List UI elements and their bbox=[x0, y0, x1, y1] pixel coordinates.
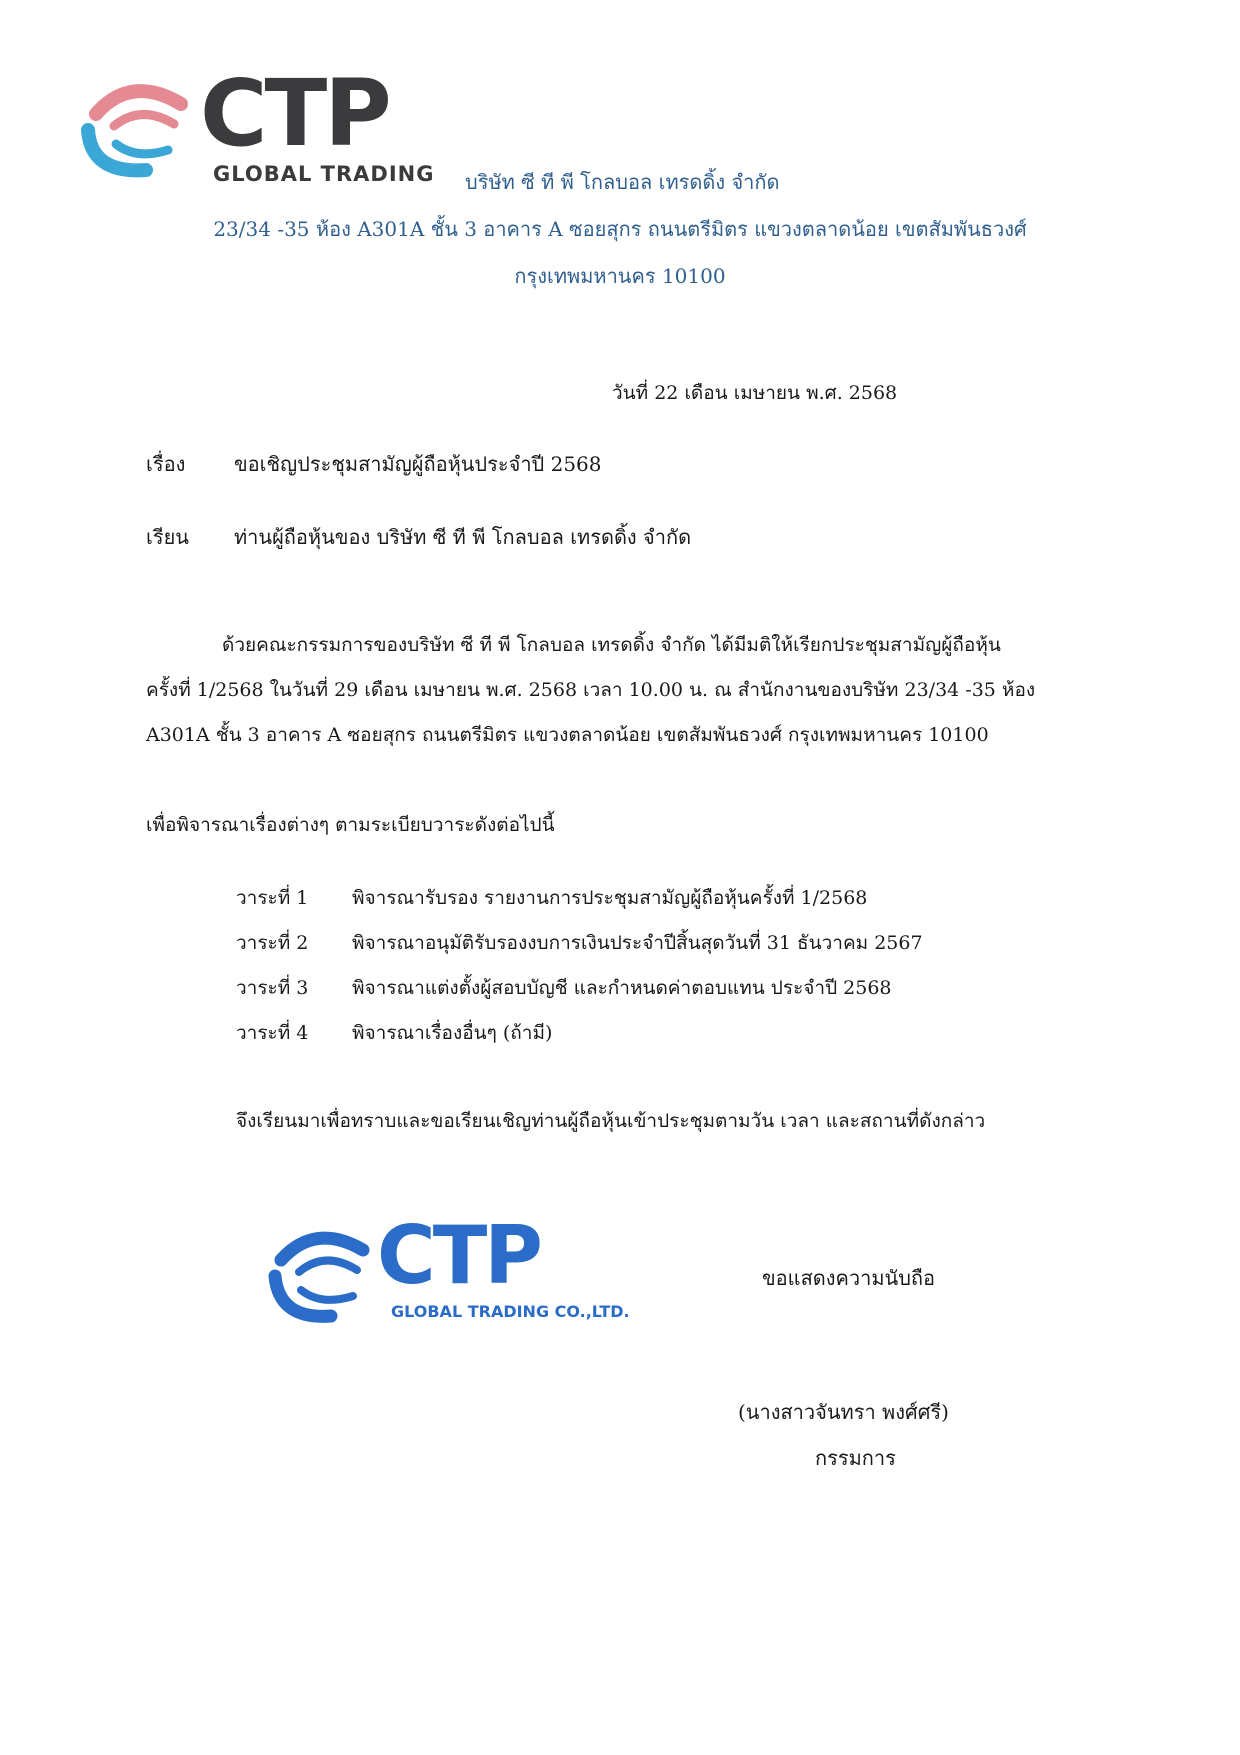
recipient-label: เรียน bbox=[146, 525, 189, 549]
logo-swirl-icon bbox=[76, 74, 196, 186]
agenda-item-text: พิจารณาแต่งตั้งผู้สอบบัญชี และกำหนดค่าตอบแทน ประจำปี 2568 bbox=[352, 977, 892, 999]
agenda-item-label: วาระที่ 2 bbox=[236, 932, 309, 954]
logo-wordmark: CTP bbox=[200, 60, 389, 167]
closing-salutation: ขอแสดงความนับถือ bbox=[762, 1266, 936, 1290]
closing-paragraph: จึงเรียนมาเพื่อทราบและขอเรียนเชิญท่านผู้ถือหุ้นเข้าประชุมตามวัน เวลา และสถานที่ดังกล่าว bbox=[236, 1110, 986, 1132]
logo-subtext: GLOBAL TRADING bbox=[213, 162, 435, 186]
company-address-line-2: กรุงเทพมหานคร 10100 bbox=[514, 264, 726, 288]
agenda-item-label: วาระที่ 3 bbox=[236, 977, 309, 999]
agenda-item-label: วาระที่ 1 bbox=[236, 887, 309, 909]
body-line: A301A ชั้น 3 อาคาร A ซอยสุกร ถนนตรีมิตร แขวงตลาดน้อย เขตสัมพันธวงศ์ กรุงเทพมหานคร 10100 bbox=[146, 724, 989, 746]
stamp-subtext: GLOBAL TRADING CO.,LTD. bbox=[391, 1302, 630, 1321]
agenda-item-text: พิจารณาอนุมัติรับรองงบการเงินประจำปีสิ้นสุดวันที่ 31 ธันวาคม 2567 bbox=[352, 932, 923, 954]
agenda-intro: เพื่อพิจารณาเรื่องต่างๆ ตามระเบียบวาระดังต่อไปนี้ bbox=[146, 814, 555, 836]
subject-text: ขอเชิญประชุมสามัญผู้ถือหุ้นประจำปี 2568 bbox=[234, 452, 602, 476]
subject-label: เรื่อง bbox=[146, 452, 186, 476]
company-address-line-1: 23/34 -35 ห้อง A301A ชั้น 3 อาคาร A ซอยสุกร ถนนตรีมิตร แขวงตลาดน้อย เขตสัมพันธวงศ์ bbox=[213, 217, 1027, 241]
agenda-item-label: วาระที่ 4 bbox=[236, 1022, 309, 1044]
body-line: ด้วยคณะกรรมการของบริษัท ซี ที พี โกลบอล เทรดดิ้ง จำกัด ได้มีมติให้เรียกประชุมสามัญผู้ถือหุ้น bbox=[222, 634, 1001, 656]
signer-name: (นางสาวจันทรา พงศ์ศรี) bbox=[738, 1400, 949, 1424]
company-name: บริษัท ซี ที พี โกลบอล เทรดดิ้ง จำกัด bbox=[465, 170, 780, 194]
letter-date: วันที่ 22 เดือน เมษายน พ.ศ. 2568 bbox=[612, 382, 898, 404]
body-line: ครั้งที่ 1/2568 ในวันที่ 29 เดือน เมษายน พ.ศ. 2568 เวลา 10.00 น. ณ สำนักงานของบริษัท 23/34 -35 ห้อง bbox=[146, 679, 1036, 701]
agenda-item-text: พิจารณาเรื่องอื่นๆ (ถ้ามี) bbox=[352, 1022, 553, 1044]
signer-title: กรรมการ bbox=[815, 1446, 896, 1470]
recipient-text: ท่านผู้ถือหุ้นของ บริษัท ซี ที พี โกลบอล เทรดดิ้ง จำกัด bbox=[234, 525, 692, 549]
company-stamp bbox=[265, 1209, 630, 1340]
stamp-wordmark: CTP bbox=[377, 1209, 540, 1302]
company-logo bbox=[76, 60, 435, 186]
stamp-swirl-icon bbox=[265, 1220, 377, 1332]
agenda-item-text: พิจารณารับรอง รายงานการประชุมสามัญผู้ถือหุ้นครั้งที่ 1/2568 bbox=[352, 887, 868, 909]
